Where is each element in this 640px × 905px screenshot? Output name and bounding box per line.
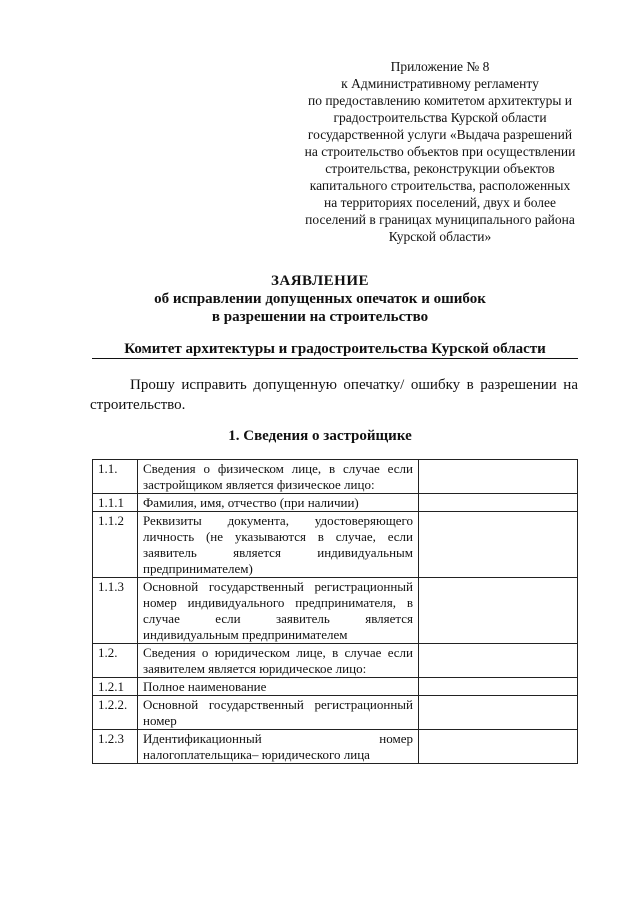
row-label: Полное наименование	[138, 678, 419, 696]
row-number: 1.1.	[93, 460, 138, 494]
committee-name: Комитет архитектуры и градостроительства Курской области	[92, 340, 578, 359]
row-value-field[interactable]	[419, 730, 578, 764]
appendix-line: капитального строительства, расположенных	[309, 178, 571, 193]
request-text: Прошу исправить допущенную опечатку/ ошибку в разрешении на строительство.	[90, 377, 578, 413]
row-label: Основной государственный регистрационный номер индивидуального предпринимателя, в случае если заявитель является индивидуальным предпринимателем	[138, 578, 419, 644]
appendix-line: строительства, реконструкции объектов	[325, 161, 555, 176]
appendix-line: по предоставлению комитетом архитектуры и	[307, 93, 572, 108]
row-value-field[interactable]	[419, 512, 578, 578]
table-row	[93, 494, 578, 512]
row-number: 1.1.1	[93, 494, 138, 512]
appendix-line: Курской области»	[388, 229, 492, 244]
row-label: Основной государственный регистрационный номер	[138, 696, 419, 730]
applicant-info-table	[92, 459, 578, 764]
row-number: 1.2.2.	[93, 696, 138, 730]
table-row	[93, 678, 578, 696]
table-row	[93, 730, 578, 764]
table-row	[93, 460, 578, 494]
row-number: 1.2.	[93, 644, 138, 678]
appendix-line: к Административному регламенту	[341, 76, 539, 91]
row-number: 1.2.3	[93, 730, 138, 764]
row-label: Идентификационный номер налогоплательщика– юридического лица	[138, 730, 419, 764]
document-title	[0, 272, 640, 326]
row-label: Сведения о физическом лице, в случае если застройщиком является физическое лицо:	[138, 460, 419, 494]
title-main: ЗАЯВЛЕНИЕ	[270, 273, 370, 289]
appendix-line: государственной услуги «Выдача разрешений	[307, 127, 573, 142]
table-row	[93, 696, 578, 730]
section-heading: 1. Сведения о застройщике	[228, 428, 412, 444]
row-value-field[interactable]	[419, 678, 578, 696]
row-value-field[interactable]	[419, 696, 578, 730]
title-line: в разрешении на строительство	[211, 309, 429, 325]
appendix-header	[288, 58, 592, 245]
row-value-field[interactable]	[419, 460, 578, 494]
appendix-line: градостроительства Курской области	[333, 110, 547, 125]
title-line: об исправлении допущенных опечаток и ошибок	[154, 291, 486, 307]
table-row	[93, 644, 578, 678]
row-label: Фамилия, имя, отчество (при наличии)	[138, 494, 419, 512]
row-number: 1.1.2	[93, 512, 138, 578]
appendix-line: на строительство объектов при осуществлении	[304, 144, 576, 159]
row-value-field[interactable]	[419, 578, 578, 644]
row-value-field[interactable]	[419, 644, 578, 678]
row-number: 1.2.1	[93, 678, 138, 696]
appendix-line: поселений в границах муниципального района	[305, 212, 575, 227]
row-label: Сведения о юридическом лице, в случае если заявителем является юридическое лицо:	[138, 644, 419, 678]
table-row	[93, 578, 578, 644]
appendix-line: на территориях поселений, двух и более	[323, 195, 557, 210]
row-number: 1.1.3	[93, 578, 138, 644]
table-row	[93, 512, 578, 578]
row-label: Реквизиты документа, удостоверяющего личность (не указываются в случае, если заявитель является индивидуальным предпринимателем)	[138, 512, 419, 578]
appendix-line: Приложение № 8	[390, 59, 490, 74]
row-value-field[interactable]	[419, 494, 578, 512]
